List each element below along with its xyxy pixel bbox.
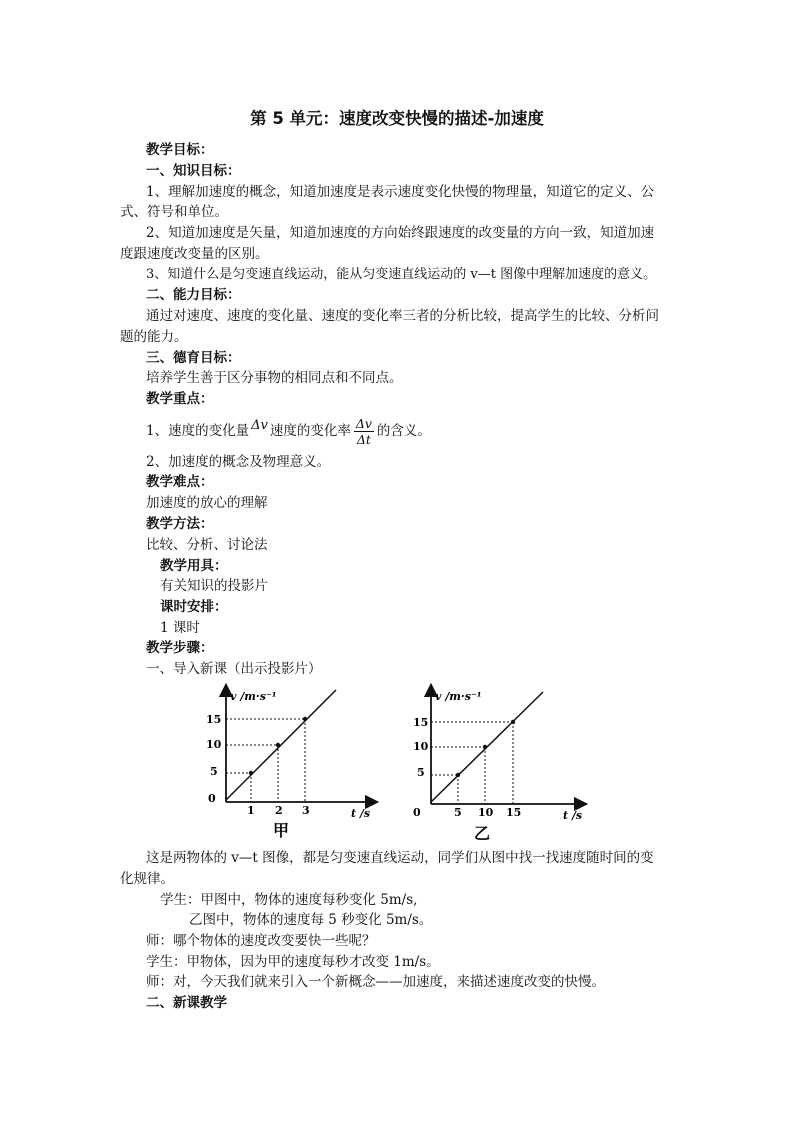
- key-point-1-pre: 1、速度的变化量: [146, 423, 250, 439]
- graph-b-y-label: v /m·s⁻¹: [435, 690, 482, 703]
- graph-b-ytick-10: 10: [413, 740, 429, 753]
- knowledge-item-3: 3、知道什么是匀变速直线运动，能从匀变速直线运动的 v—t 图像中理解加速度的意义。: [146, 267, 657, 282]
- graph-a-ytick-0: 0: [208, 792, 216, 805]
- steps-heading: 教学步骤：: [146, 640, 214, 656]
- page-title: 第 5 单元：速度改变快慢的描述-加速度: [250, 109, 544, 128]
- knowledge-heading: 一、知识目标：: [146, 163, 241, 179]
- graph-a-xtick-1: 1: [247, 804, 255, 817]
- method-text: 比较、分析、讨论法: [146, 537, 268, 553]
- student-reply-2: 乙图中，物体的速度每 5 秒变化 5m/s。: [189, 912, 433, 928]
- graph-b-xtick-15: 15: [506, 806, 522, 819]
- tools-text: 有关知识的投影片: [160, 578, 268, 594]
- step-1-heading: 一、导入新课（出示投影片）: [146, 661, 322, 677]
- velocity-time-graph-a: [196, 682, 386, 842]
- graph-b-name: 乙: [474, 824, 491, 842]
- graph-a-ytick-15: 15: [206, 713, 222, 726]
- graph-b-xtick-10: 10: [478, 806, 494, 819]
- knowledge-item-2-line-1: 2、知道加速度是矢量，知道加速度的方向始终跟速度的改变量的方向一致，知道加速: [146, 225, 655, 241]
- time-text: 1 课时: [160, 620, 200, 636]
- graph-b-x-label: t /s: [563, 809, 583, 822]
- new-lesson-heading: 二、新课教学: [146, 995, 227, 1011]
- key-point-1: [146, 411, 686, 451]
- student-reply-1: 学生：甲图中，物体的速度每秒变化 5m/s,: [160, 892, 418, 908]
- graph-a-ytick-5: 5: [210, 765, 218, 778]
- graph-b-xtick-5: 5: [454, 806, 462, 819]
- delta-v-symbol: Δv: [251, 418, 268, 433]
- moral-text: 培养学生善于区分事物的相同点和不同点。: [146, 370, 403, 386]
- ability-line-1: 通过对速度、速度的变化量、速度的变化率三者的分析比较，提高学生的比较、分析问: [146, 308, 659, 324]
- paragraph-1-line-2: 化规律。: [120, 871, 174, 887]
- ability-heading: 二、能力目标：: [146, 287, 241, 303]
- knowledge-item-1-line-2: 式、符号和单位。: [120, 204, 228, 220]
- knowledge-item-2-line-2: 度跟速度改变量的区别。: [120, 246, 269, 262]
- graph-a-x-label: t /s: [351, 807, 371, 820]
- graph-b-ytick-15: 15: [413, 716, 429, 729]
- fraction-denominator: Δt: [356, 432, 371, 447]
- velocity-time-graph-b: [405, 682, 595, 842]
- graph-a-ytick-10: 10: [206, 738, 222, 751]
- graph-b-ytick-0: 0: [413, 806, 421, 819]
- key-points-heading: 教学重点：: [146, 391, 214, 407]
- student-reply-3: 学生：甲物体，因为甲的速度每秒才改变 1m/s。: [146, 954, 440, 970]
- graph-a-name: 甲: [273, 821, 290, 840]
- graph-a-xtick-2: 2: [275, 804, 283, 817]
- method-heading: 教学方法：: [146, 516, 214, 532]
- teacher-question: 师：哪个物体的速度改变要快一些呢？: [146, 933, 376, 949]
- graph-b-ytick-5: 5: [417, 766, 425, 779]
- fraction-numerator: Δv: [355, 416, 372, 431]
- difficulty-heading: 教学难点：: [146, 474, 214, 490]
- teacher-statement: 师：对，今天我们就来引入一个新概念——加速度，来描述速度改变的快慢。: [146, 974, 605, 990]
- rate-fraction: [354, 416, 374, 447]
- knowledge-item-1-line-1: 1、理解加速度的概念，知道加速度是表示速度变化快慢的物理量，知道它的定义、公: [146, 184, 655, 200]
- paragraph-1-line-1: 这是两物体的 v—t 图像，都是匀变速直线运动，同学们从图中找一找速度随时间的变: [146, 850, 654, 866]
- time-heading: 课时安排：: [160, 599, 228, 615]
- graph-a-xtick-3: 3: [302, 804, 310, 817]
- key-point-1-mid: 速度的变化率: [269, 423, 351, 439]
- key-point-2: 2、加速度的概念及物理意义。: [146, 454, 331, 470]
- key-point-1-post: 的含义。: [376, 423, 431, 439]
- tools-heading: 教学用具：: [160, 558, 228, 574]
- difficulty-text: 加速度的放心的理解: [146, 495, 268, 511]
- goals-heading: 教学目标：: [146, 142, 214, 158]
- moral-heading: 三、德育目标：: [146, 350, 241, 366]
- ability-line-2: 题的能力。: [120, 329, 188, 345]
- graph-a-y-label: v /m·s⁻¹: [230, 690, 277, 703]
